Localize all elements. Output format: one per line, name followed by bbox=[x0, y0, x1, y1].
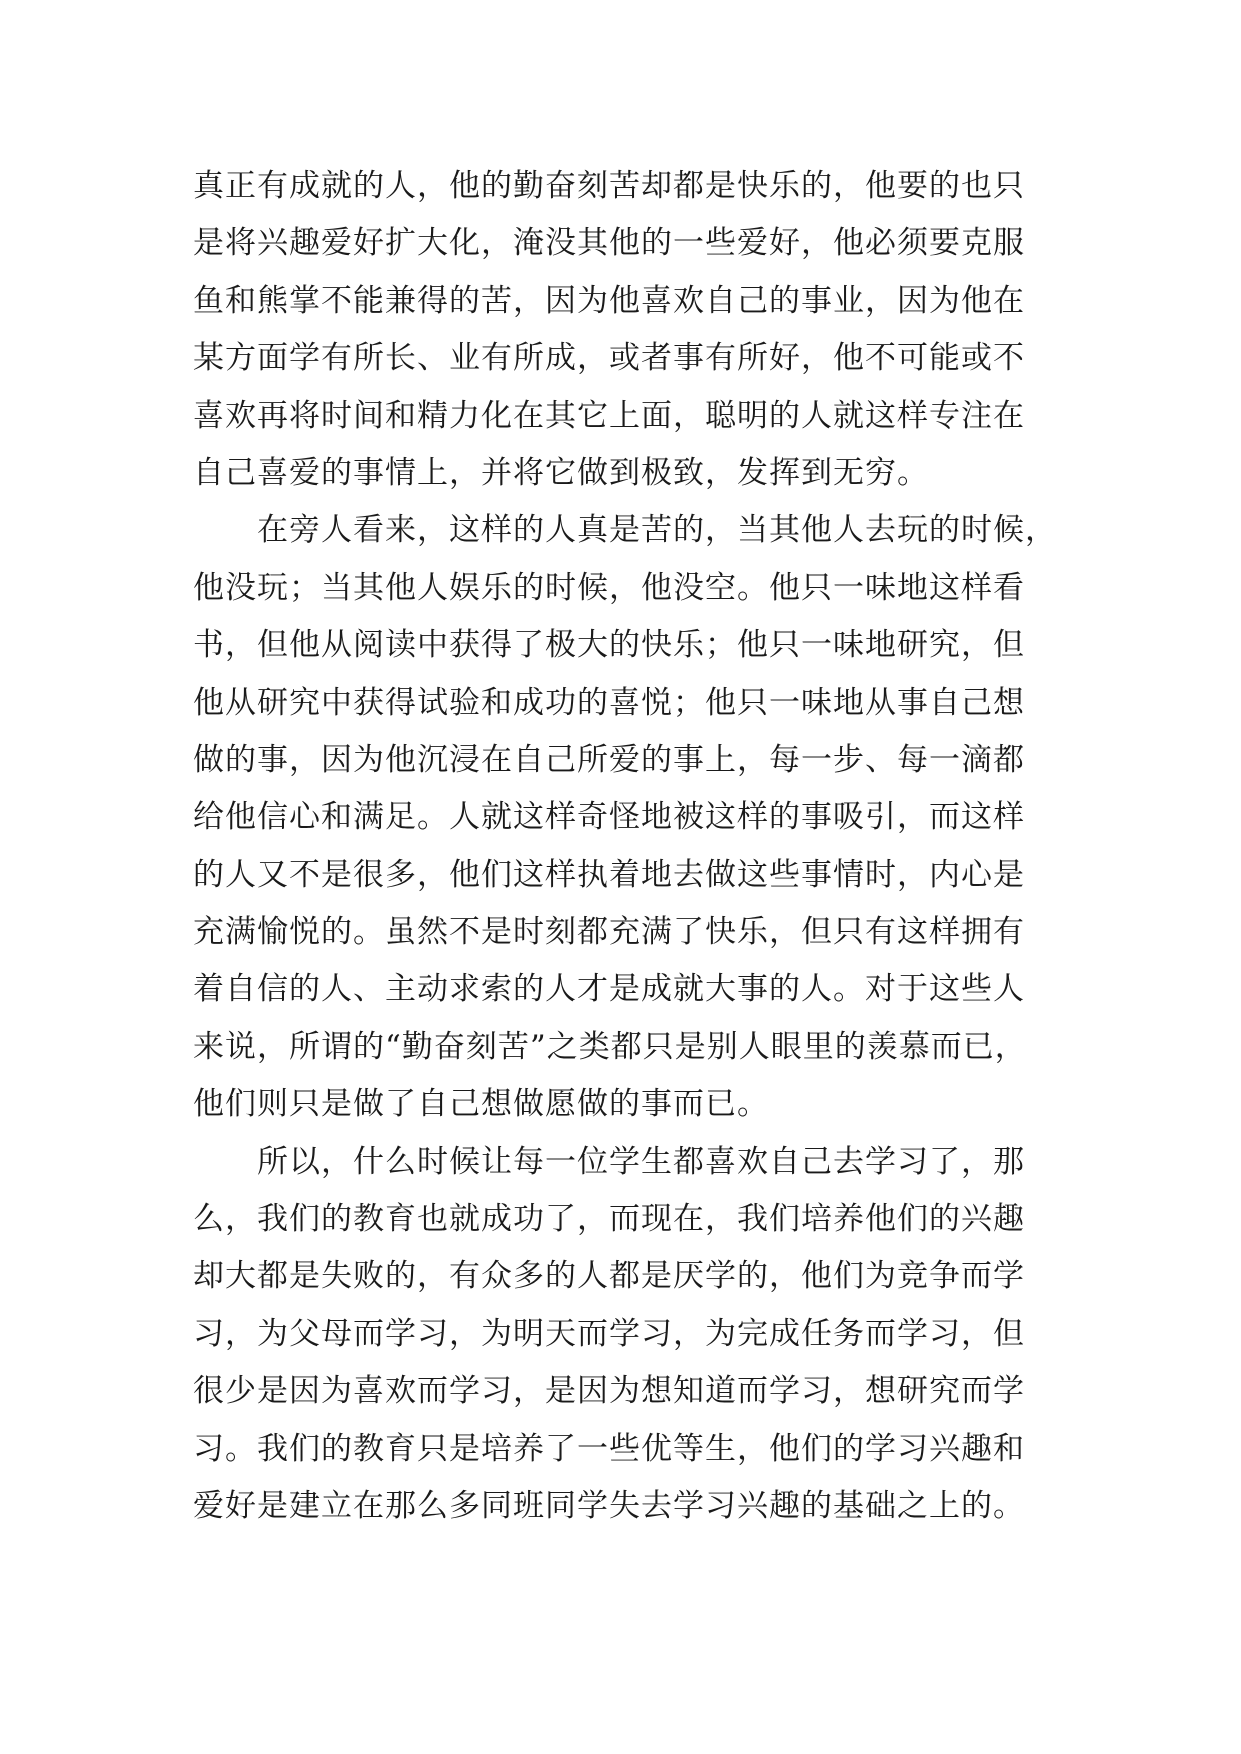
text-line: 充满愉悦的。虽然不是时刻都充满了快乐，但只有这样拥有 bbox=[193, 914, 1025, 951]
text-line: 他从研究中获得试验和成功的喜悦；他只一味地从事自己想 bbox=[193, 684, 1025, 721]
text-line: 却大都是失败的，有众多的人都是厌学的，他们为竞争而学 bbox=[193, 1258, 1025, 1295]
text-line: 在旁人看来，这样的人真是苦的，当其他人去玩的时候， bbox=[257, 512, 1057, 549]
text-line: 他没玩；当其他人娱乐的时候，他没空。他只一味地这样看 bbox=[193, 569, 1025, 606]
paragraph-1 bbox=[193, 158, 1073, 502]
document-body bbox=[193, 158, 1073, 1535]
text-line: 喜欢再将时间和精力化在其它上面，聪明的人就这样专注在 bbox=[193, 397, 1025, 434]
paragraph-3 bbox=[193, 1134, 1073, 1536]
text-line: 鱼和熊掌不能兼得的苦，因为他喜欢自己的事业，因为他在 bbox=[193, 282, 1025, 319]
text-line: 给他信心和满足。人就这样奇怪地被这样的事吸引，而这样 bbox=[193, 799, 1025, 836]
text-line: 着自信的人、主动求索的人才是成就大事的人。对于这些人 bbox=[193, 971, 1025, 1008]
text-line: 习。我们的教育只是培养了一些优等生，他们的学习兴趣和 bbox=[193, 1430, 1025, 1467]
text-line: 某方面学有所长、业有所成，或者事有所好，他不可能或不 bbox=[193, 340, 1025, 377]
text-line: 是将兴趣爱好扩大化，淹没其他的一些爱好，他必须要克服 bbox=[193, 225, 1025, 262]
text-line: 的人又不是很多，他们这样执着地去做这些事情时，内心是 bbox=[193, 856, 1025, 893]
text-line: 所以，什么时候让每一位学生都喜欢自己去学习了，那 bbox=[257, 1143, 1025, 1180]
text-line: 自己喜爱的事情上，并将它做到极致，发挥到无穷。 bbox=[193, 454, 929, 491]
text-line: 真正有成就的人，他的勤奋刻苦却都是快乐的，他要的也只 bbox=[193, 168, 1025, 204]
text-line: 做的事，因为他沉浸在自己所爱的事上，每一步、每一滴都 bbox=[193, 741, 1025, 778]
paragraph-2 bbox=[193, 502, 1073, 1133]
text-line: 来说，所谓的“勤奋刻苦”之类都只是别人眼里的羡慕而已， bbox=[193, 1028, 1027, 1065]
text-line: 很少是因为喜欢而学习，是因为想知道而学习，想研究而学 bbox=[193, 1373, 1025, 1410]
text-line: 书，但他从阅读中获得了极大的快乐；他只一味地研究，但 bbox=[193, 627, 1025, 664]
text-line: 他们则只是做了自己想做愿做的事而已。 bbox=[193, 1086, 769, 1123]
text-line: 爱好是建立在那么多同班同学失去学习兴趣的基础之上的。 bbox=[193, 1487, 1025, 1524]
text-line: 么，我们的教育也就成功了，而现在，我们培养他们的兴趣 bbox=[193, 1201, 1025, 1238]
text-line: 习，为父母而学习，为明天而学习，为完成任务而学习，但 bbox=[193, 1315, 1025, 1352]
